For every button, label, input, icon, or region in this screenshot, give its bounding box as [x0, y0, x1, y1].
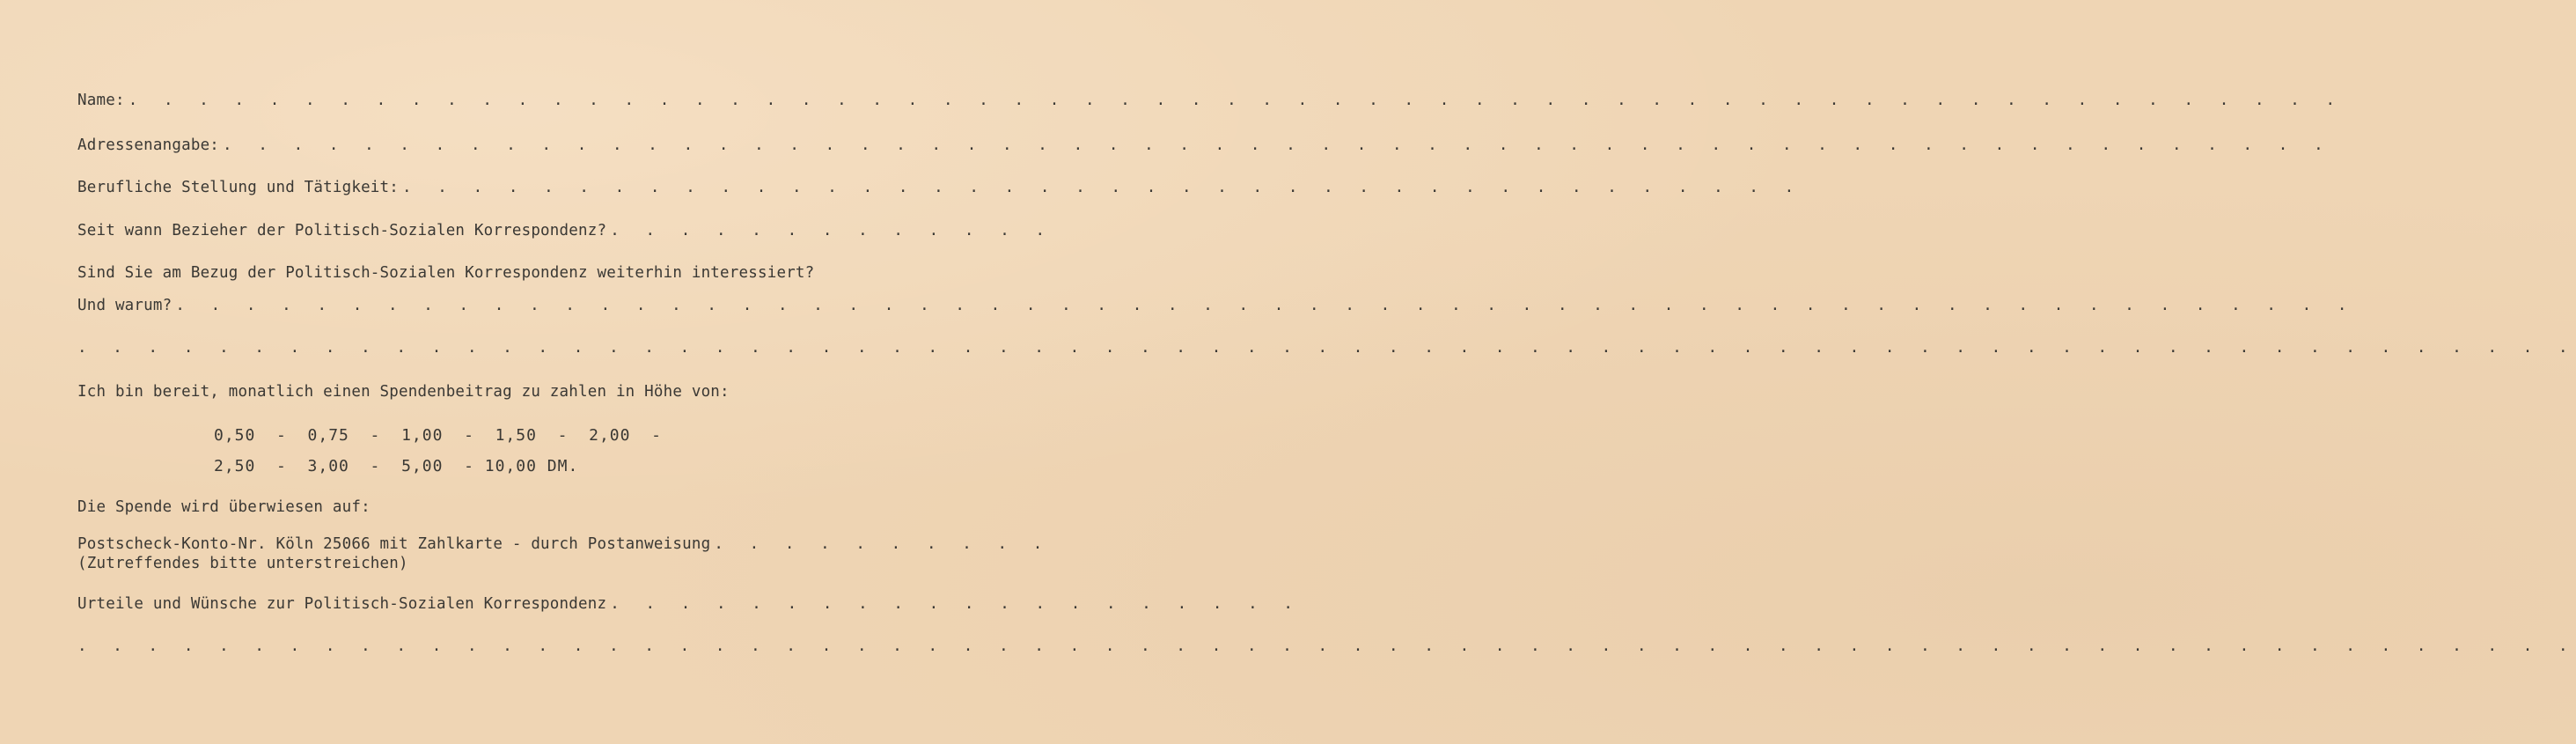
feedback-line	[77, 595, 1302, 613]
feedback-fill-dots: . . . . . . . . . . . . . . . . . . . .	[610, 595, 1302, 613]
why-line	[77, 297, 2356, 314]
subscriber-since-label: Seit wann Bezieher der Politisch-Sozialen Korrespondenz?	[77, 222, 607, 239]
blank-dotted-line-2	[77, 637, 2576, 655]
interested-label: Sind Sie am Bezug der Politisch-Sozialen Korrespondenz weiterhin interessiert?	[77, 264, 815, 282]
blank-fill-dots-1: . . . . . . . . . . . . . . . . . . . . . . . . . . . . . . . . . . . . . . . . . . . . . . . . . . . . . . . . . . . . . . . . . . . . . . .	[77, 339, 2576, 357]
donation-line	[77, 383, 993, 401]
underline-note-line	[77, 555, 993, 572]
amounts-row-2: 2,50 - 3,00 - 5,00 - 10,00 DM.	[214, 457, 579, 475]
amounts-row-1: 0,50 - 0,75 - 1,00 - 1,50 - 2,00 -	[214, 426, 662, 445]
blank-fill-dots-2: . . . . . . . . . . . . . . . . . . . . . . . . . . . . . . . . . . . . . . . . . . . . . . . . . . . . . . . . . . . . . . . . . . . . . . .	[77, 637, 2576, 655]
address-label: Adressenangabe:	[77, 136, 220, 154]
transfer-label: Die Spende wird überwiesen auf:	[77, 498, 371, 516]
subscriber-since-fill-dots: . . . . . . . . . . . . .	[610, 222, 1053, 239]
address-line	[77, 136, 2332, 154]
name-label: Name:	[77, 92, 125, 109]
transfer-line	[77, 498, 993, 516]
feedback-label: Urteile und Wünsche zur Politisch-Sozialen Korrespondenz	[77, 595, 607, 613]
occupation-fill-dots: . . . . . . . . . . . . . . . . . . . . . . . . . . . . . . . . . . . . . . . .	[402, 179, 1802, 196]
interested-line	[77, 264, 993, 282]
underline-note-label: (Zutreffendes bitte unterstreichen)	[77, 555, 408, 572]
donation-label: Ich bin bereit, monatlich einen Spendenbeitrag zu zahlen in Höhe von:	[77, 383, 730, 401]
why-fill-dots: . . . . . . . . . . . . . . . . . . . . . . . . . . . . . . . . . . . . . . . . . . . . . . . . . . . . . . . . . . . . . .	[175, 297, 2356, 314]
account-label: Postscheck-Konto-Nr. Köln 25066 mit Zahlkarte - durch Postanweisung	[77, 535, 711, 553]
occupation-label: Berufliche Stellung und Tätigkeit:	[77, 179, 400, 196]
blank-dotted-line-1	[77, 339, 2576, 357]
why-label: Und warum?	[77, 297, 172, 314]
subscriber-since-line	[77, 222, 1053, 239]
account-line	[77, 535, 1051, 553]
name-line	[77, 92, 2344, 109]
account-fill-dots: . . . . . . . . . .	[714, 535, 1051, 553]
name-fill-dots: . . . . . . . . . . . . . . . . . . . . . . . . . . . . . . . . . . . . . . . . . . . . . . . . . . . . . . . . . . . . . . .	[128, 92, 2344, 109]
address-fill-dots: . . . . . . . . . . . . . . . . . . . . . . . . . . . . . . . . . . . . . . . . . . . . . . . . . . . . . . . . . . . .	[223, 136, 2332, 154]
occupation-line	[77, 179, 1802, 196]
